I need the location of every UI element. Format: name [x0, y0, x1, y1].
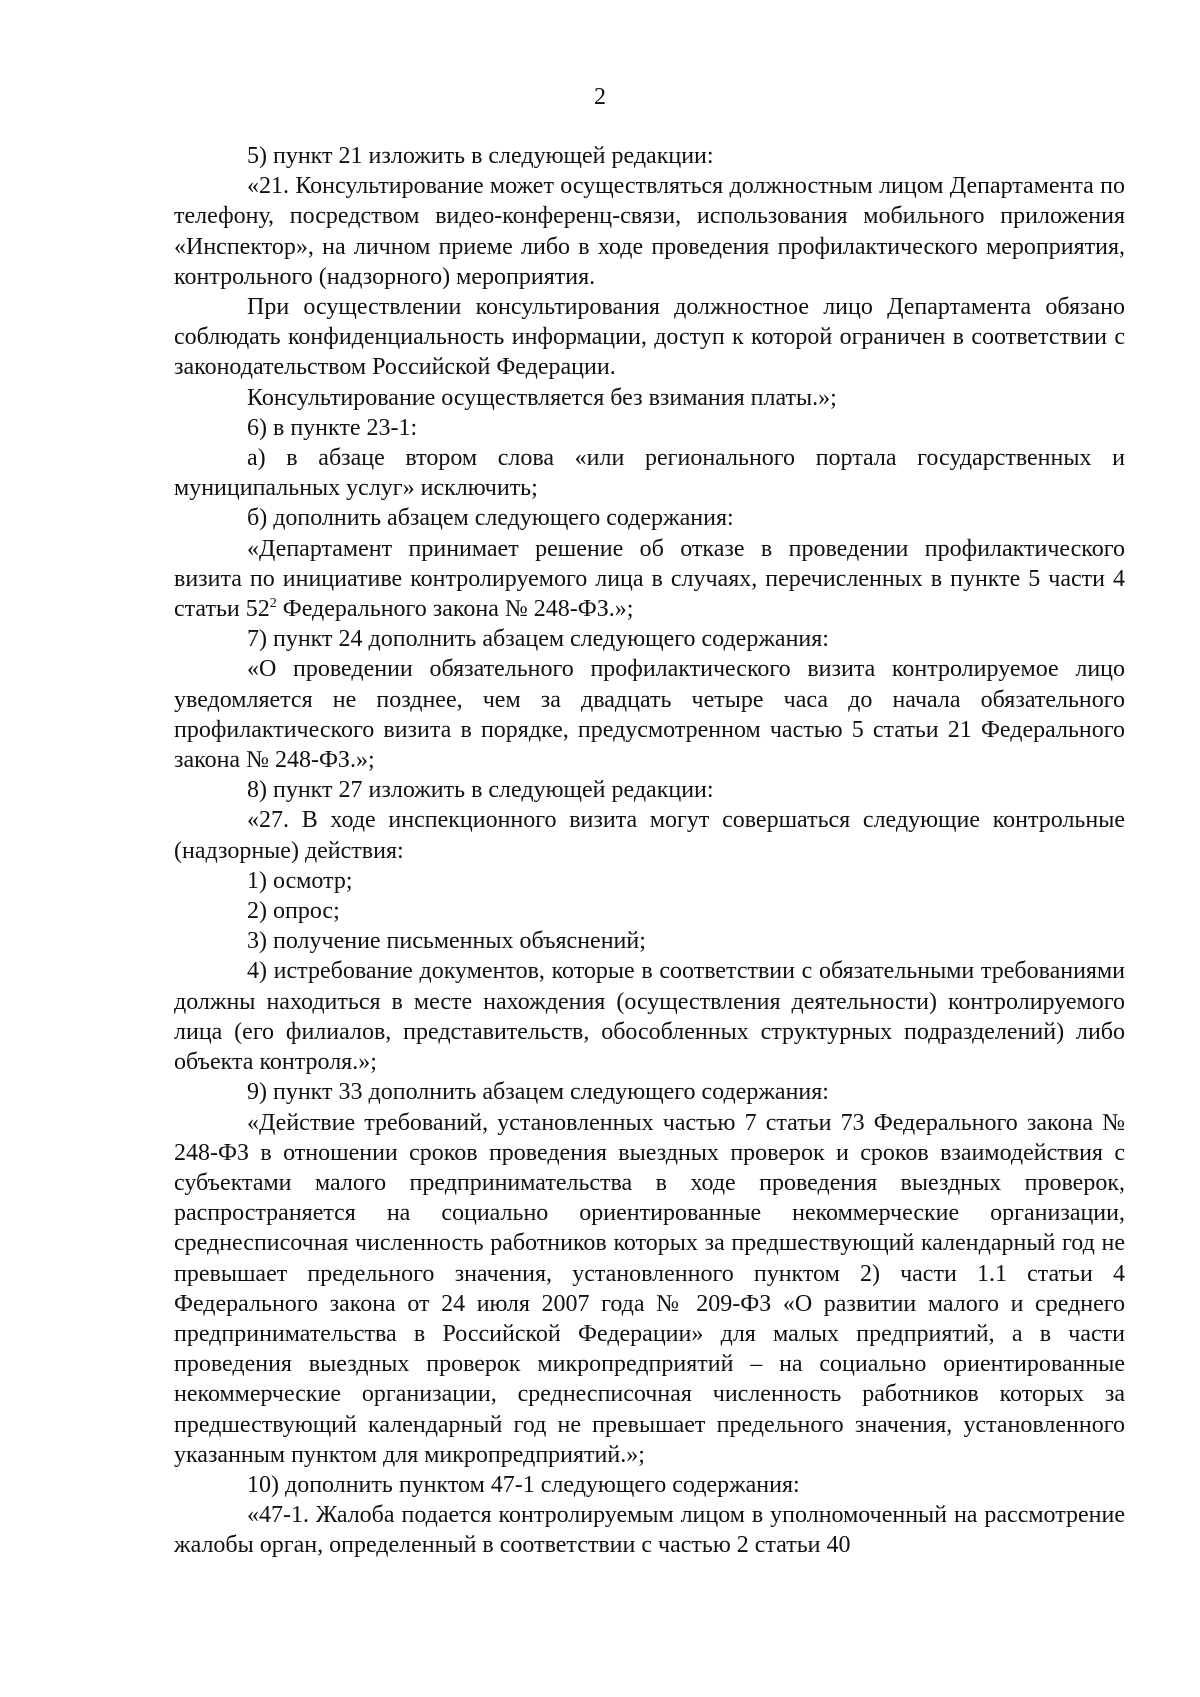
paragraph: а) в абзаце втором слова «или регионального портала государственных и муниципальных услуг» исключить;	[174, 445, 1125, 502]
list-item: 1) осмотр;	[247, 867, 353, 894]
paragraph: Консультирование осуществляется без взимания платы.»;	[247, 384, 837, 411]
list-item: 2) опрос;	[247, 898, 340, 925]
paragraph: При осуществлении консультирования должностное лицо Департамента обязано соблюдать конфиденциальность информации, доступ к которой ограничен в соответствии с законодательством Российской Федерации.	[174, 294, 1125, 381]
paragraph-text: «Департамент принимает решение об отказе в проведении профилактического визита по инициативе контролируемого лица в случаях, перечисленных в пункте 5 части 4 статьи 52	[174, 535, 1125, 623]
paragraph: «О проведении обязательного профилактического визита контролируемое лицо уведомляется не позднее, чем за двадцать четыре часа до начала обязательного профилактического визита в порядке, предусмотренном частью 5 статьи 21 Федерального закона № 248-ФЗ.»;	[174, 656, 1125, 774]
paragraph: 8) пункт 27 изложить в следующей редакции:	[247, 777, 714, 804]
superscript: 2	[269, 596, 277, 612]
paragraph: «21. Консультирование может осуществляться должностным лицом Департамента по телефону, посредством видео-конференц-связи, использования мобильного приложения «Инспектор», на личном приеме либо в ходе проведения профилактического мероприятия, контрольного (надзорного) мероприятия.	[174, 173, 1125, 290]
list-item: 4) истребование документов, которые в соответствии с обязательными требованиями должны находиться в месте нахождения (осуществления деятельности) контролируемого лица (его филиалов, представительств, обособленных структурных подразделений) либо объекта контроля.»;	[174, 958, 1125, 1076]
paragraph: 9) пункт 33 дополнить абзацем следующего содержания:	[247, 1079, 829, 1106]
paragraph: 7) пункт 24 дополнить абзацем следующего содержания:	[247, 626, 829, 653]
list-item: 3) получение письменных объяснений;	[247, 928, 646, 955]
paragraph: «Действие требований, установленных частью 7 статьи 73 Федерального закона № 248-ФЗ в отношении сроков проведения выездных проверок и сроков взаимодействия с субъектами малого предпринимательства в ходе проведения выездных проверок, распространяется на социально ориентированные некоммерческие организации, среднесписочная численность работников которых за предшествующий календарный год не превышает предельного значения, установленного пунктом 2) части 1.1 статьи 4 Федерального закона от 24 июля 2007 года № 209-ФЗ «О развитии малого и среднего предпринимательства в Российской Федерации» для малых предприятий, а в части проведения выездных проверок микропредприятий – на социально ориентированные некоммерческие организации, среднесписочная численность работников которых за предшествующий календарный год не превышает предельного значения, установленного указанным пунктом для микропредприятий.»;	[174, 1109, 1125, 1468]
paragraph: б) дополнить абзацем следующего содержания:	[247, 505, 734, 532]
paragraph: 10) дополнить пунктом 47-1 следующего содержания:	[247, 1471, 800, 1498]
paragraph: 5) пункт 21 изложить в следующей редакции:	[247, 143, 714, 169]
document-body	[174, 141, 1125, 1561]
page-number: 2	[594, 84, 606, 110]
paragraph: 6) в пункте 23-1:	[247, 414, 418, 441]
paragraph: «27. В ходе инспекционного визита могут совершаться следующие контрольные (надзорные) действия:	[174, 807, 1125, 864]
paragraph-text: Федерального закона № 248-ФЗ.»;	[276, 596, 634, 623]
paragraph-with-superscript	[174, 534, 1125, 625]
paragraph: «47-1. Жалоба подается контролируемым лицом в уполномоченный на рассмотрение жалобы орган, определенный в соответствии с частью 2 статьи 40	[174, 1502, 1125, 1559]
